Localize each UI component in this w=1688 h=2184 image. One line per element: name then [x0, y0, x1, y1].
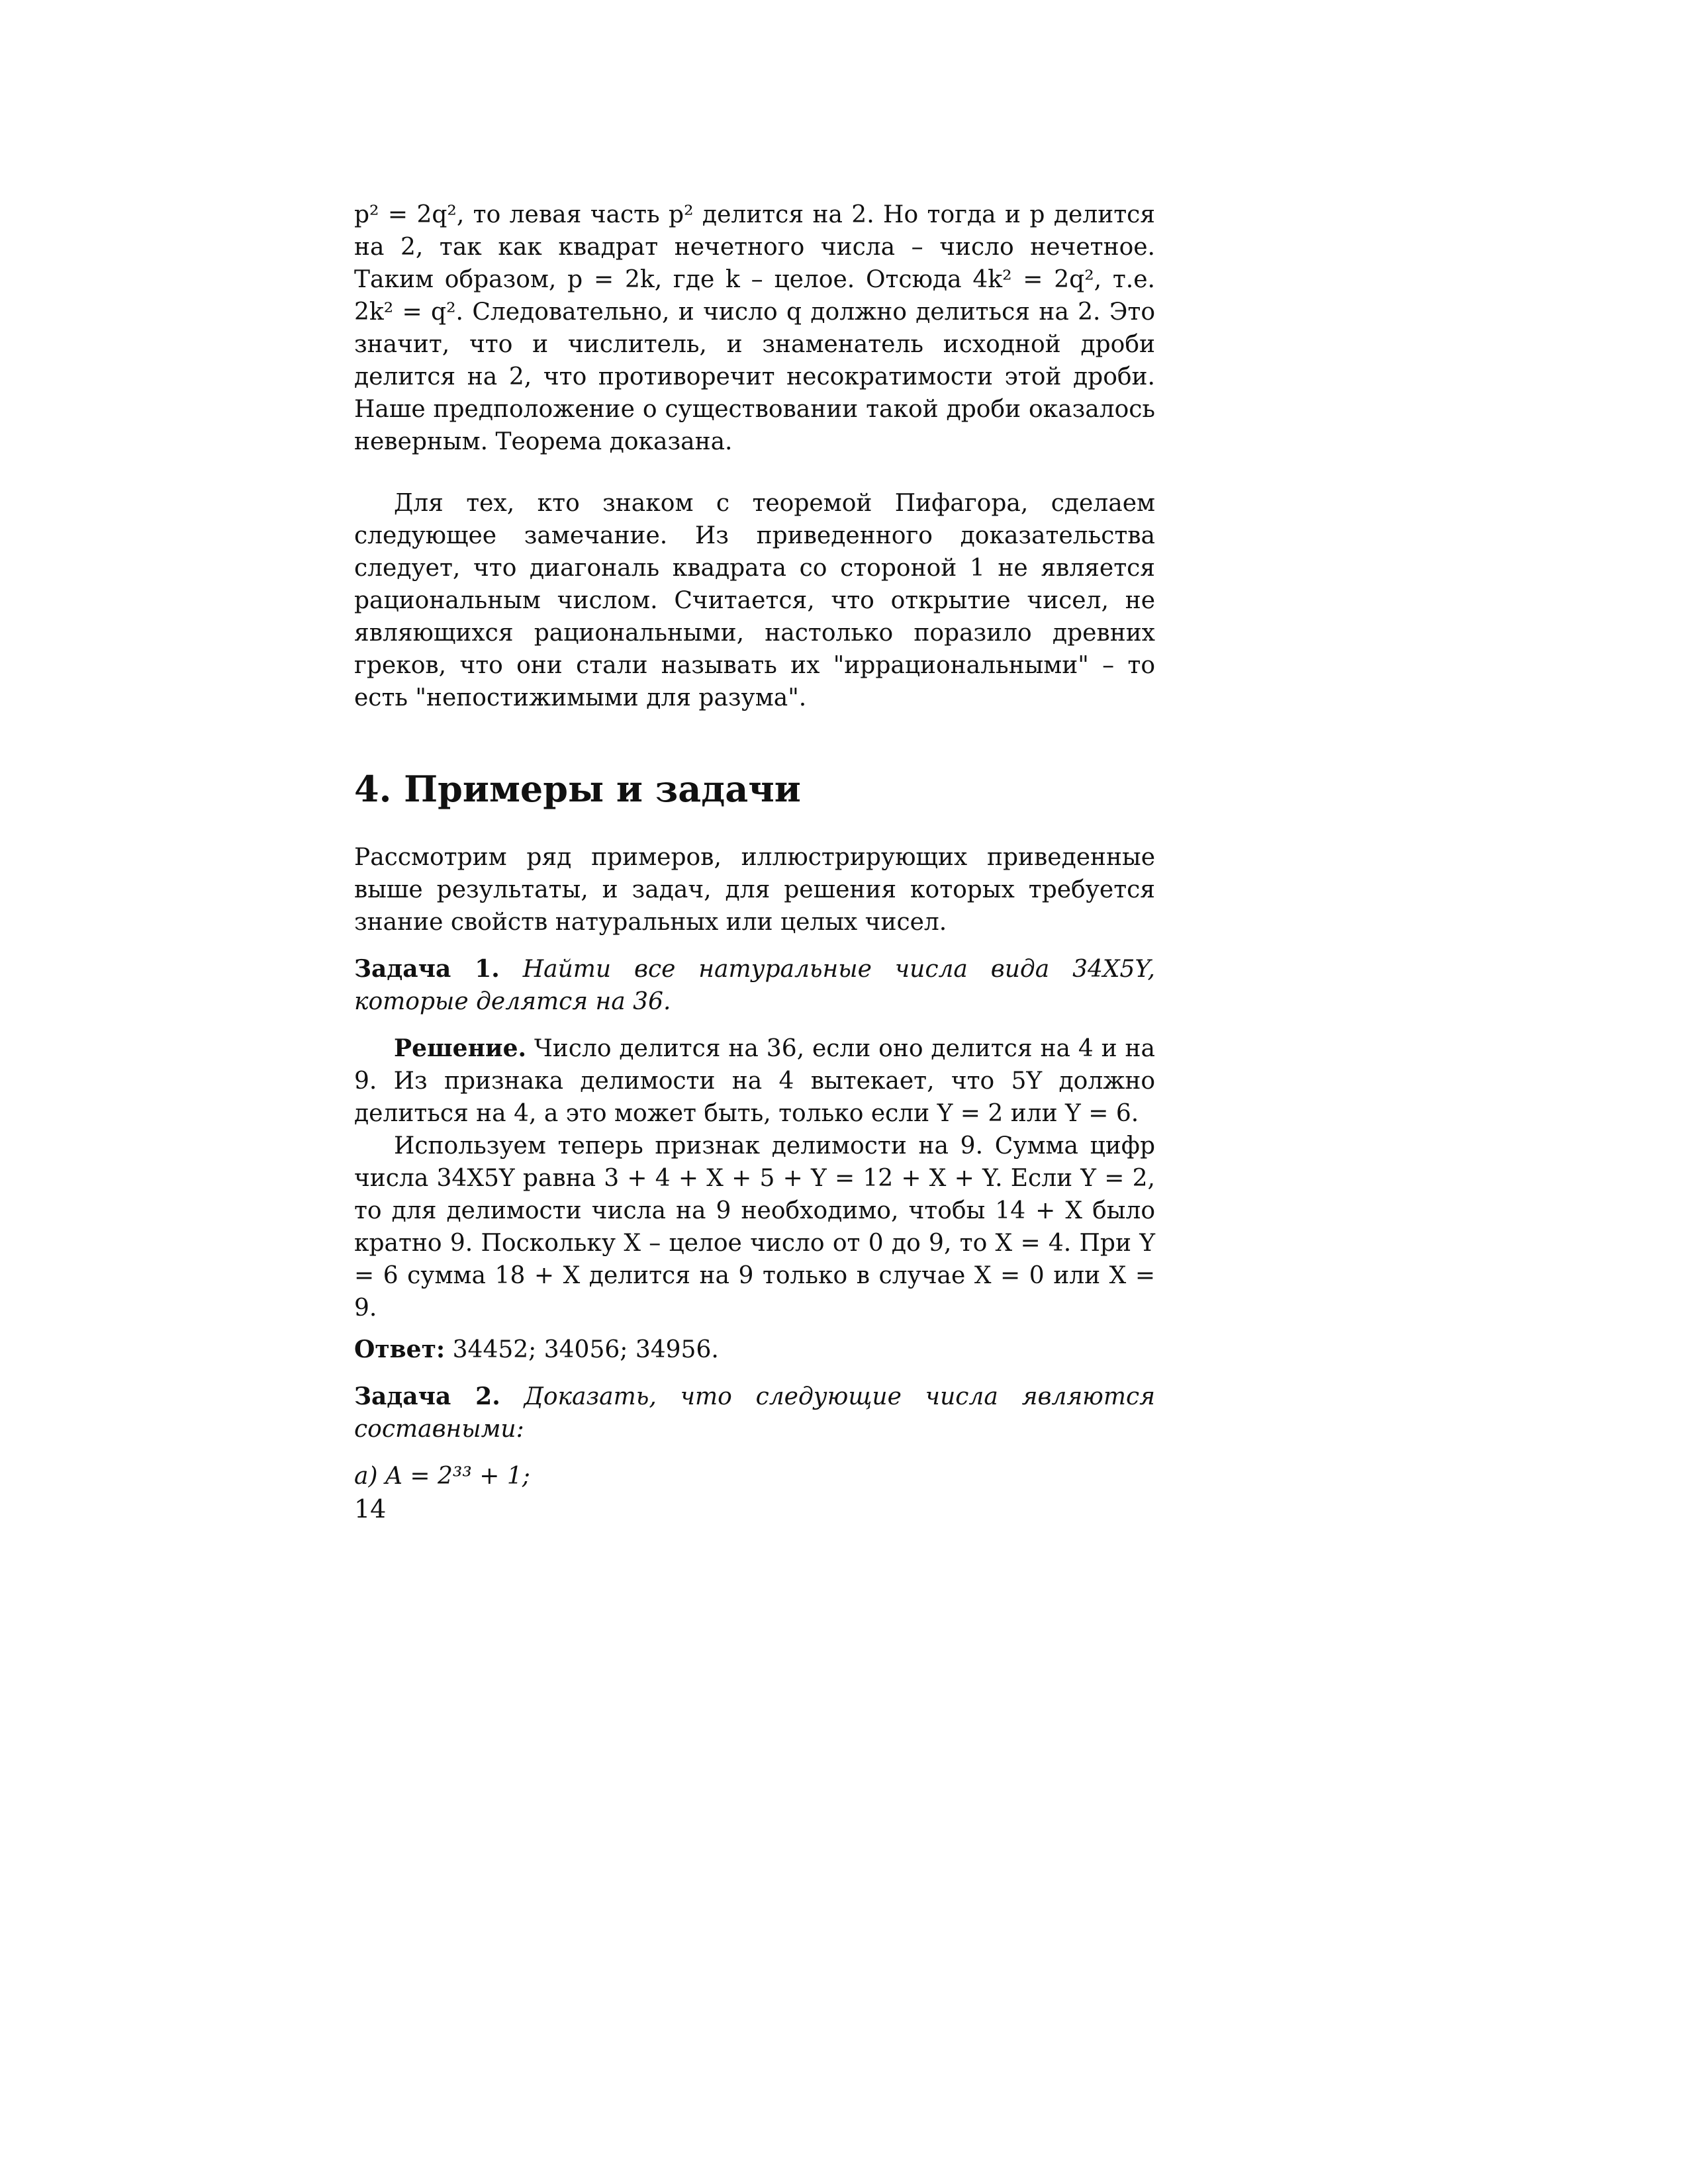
solution-1-part-2: Используем теперь признак делимости на 9. Сумма цифр числа 34X5Y равна 3 + 4 + X + 5 + Y = 12 + X + Y. Если Y = 2, то для делимости числа на 9 необходимо, чтобы 14 + X было кратно 9. Поскольку X – целое число от 0 до 9, то X = 4. При Y = 6 сумма 18 + X делится на 9 только в случае X = 0 или X = 9.	[354, 1132, 1155, 1322]
problem-2	[354, 1381, 1155, 1445]
problem-1-text: Найти все натуральные числа вида 34X5Y, которые делятся на 36.	[354, 956, 1155, 1015]
solution-1-part-1	[354, 1032, 1155, 1130]
answer-text: 34452; 34056; 34956.	[452, 1336, 719, 1363]
page-number: 14	[354, 1494, 387, 1524]
problem-1-label: Задача 1.	[354, 955, 500, 983]
problem-2-item-a: а) A = 2³³ + 1;	[354, 1463, 530, 1490]
paragraph-proof-end: p² = 2q², то левая часть p² делится на 2. Но тогда и p делится на 2, так как квадрат нечетного числа – число нечетное. Таким образом, p = 2k, где k – целое. Отсюда 4k² = 2q², т.е. 2k² = q². Следовательно, и число q должно делиться на 2. Это значит, что и числитель, и знаменатель исходной дроби делится на 2, что противоречит несократимости этой дроби. Наше предположение о существовании такой дроби оказалось неверным. Теорема доказана.	[354, 201, 1155, 455]
answer-1	[354, 1334, 1155, 1366]
answer-label: Ответ:	[354, 1336, 445, 1363]
problem-2-text: Доказать, что следующие числа являются составными:	[354, 1383, 1155, 1443]
solution-label: Решение.	[394, 1034, 527, 1062]
paragraph-remark: Для тех, кто знаком с теоремой Пифагора, сделаем следующее замечание. Из приведенного доказательства следует, что диагональ квадрата со стороной 1 не является рациональным числом. Считается, что открытие чисел, не являющихся рациональными, настолько поразило древних греков, что они стали называть их "иррациональными" – то есть "непостижимыми для разума".	[354, 490, 1155, 711]
page-content	[354, 199, 1155, 1492]
section-intro: Рассмотрим ряд примеров, иллюстрирующих приведенные выше результаты, и задач, для решения которых требуется знание свойств натуральных или целых чисел.	[354, 844, 1155, 936]
section-heading: 4. Примеры и задачи	[354, 768, 801, 810]
problem-2-label: Задача 2.	[354, 1383, 500, 1410]
problem-1	[354, 953, 1155, 1018]
solution-1-text-1: Число делится на 36, если оно делится на 4 и на 9. Из признака делимости на 4 вытекает, что 5Y должно делиться на 4, а это может быть, только если Y = 2 или Y = 6.	[354, 1035, 1155, 1127]
